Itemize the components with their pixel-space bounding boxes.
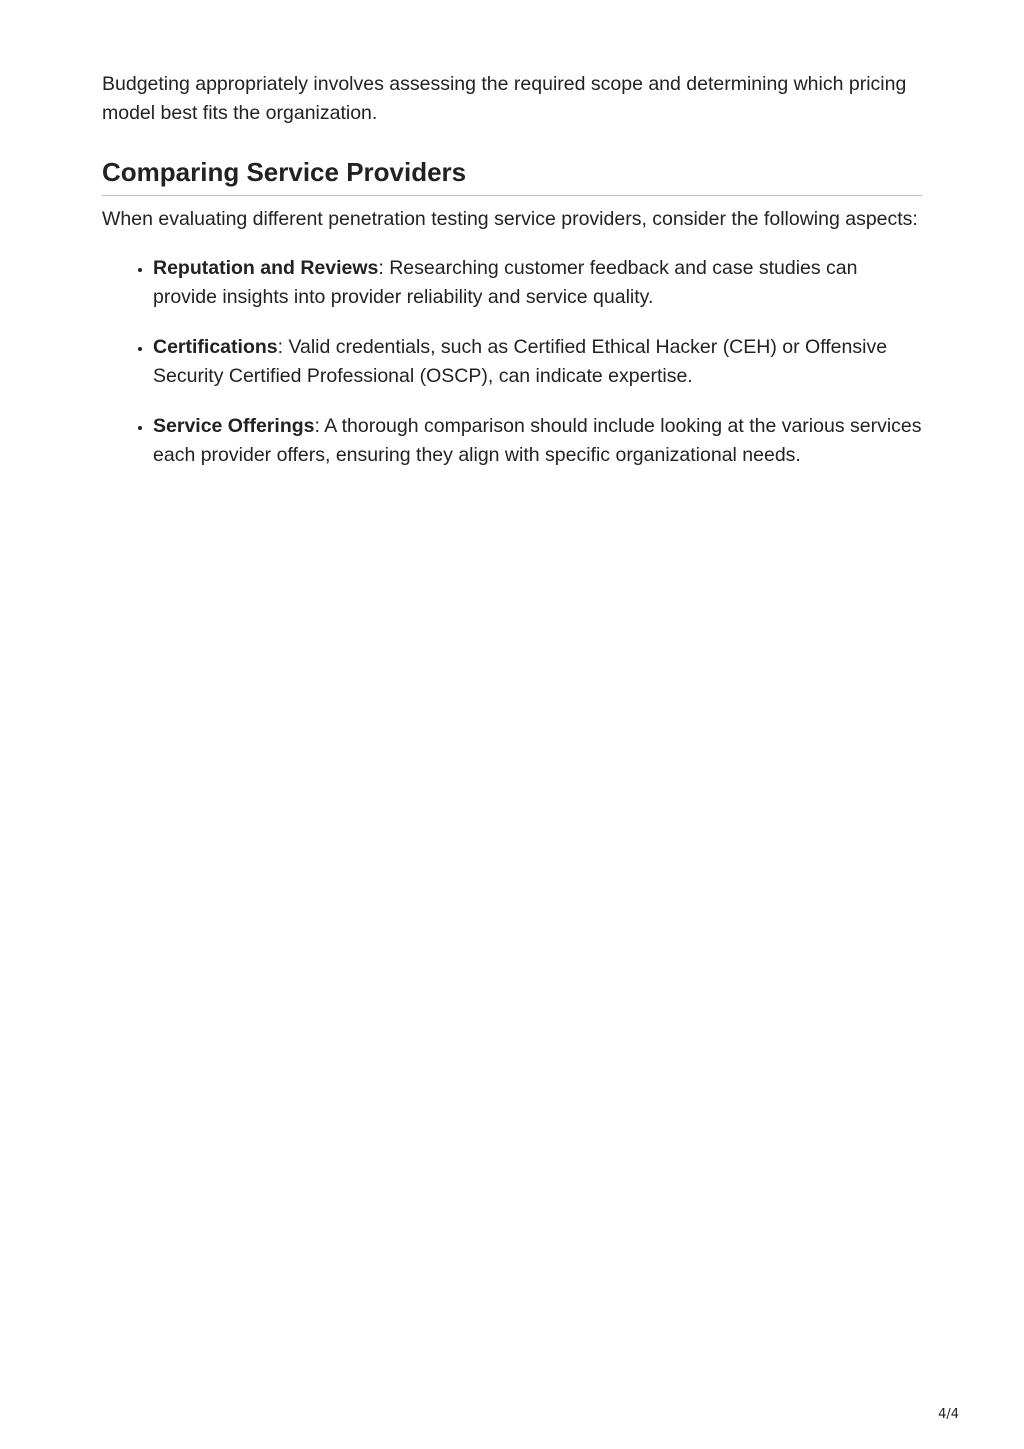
aspects-list bbox=[102, 254, 922, 470]
list-item-term: Reputation and Reviews bbox=[153, 257, 379, 279]
list-item-term: Certifications bbox=[153, 336, 278, 358]
page-number: 4/4 bbox=[938, 1407, 959, 1422]
list-item-text: : A thorough comparison should include looking at the various services each provider offers, ensuring they align with specific organizational needs. bbox=[153, 415, 922, 466]
document-page bbox=[102, 70, 922, 491]
list-item bbox=[153, 254, 922, 312]
list-item-term: Service Offerings bbox=[153, 415, 315, 437]
budget-paragraph: Budgeting appropriately involves assessing the required scope and determining which pricing model best fits the organization. bbox=[102, 73, 907, 124]
intro-paragraph: When evaluating different penetration testing service providers, consider the following aspects: bbox=[102, 208, 918, 230]
list-item bbox=[153, 412, 922, 470]
section-heading: Comparing Service Providers bbox=[102, 156, 922, 196]
list-item-text: : Valid credentials, such as Certified Ethical Hacker (CEH) or Offensive Security Certified Professional (OSCP), can indicate expertise. bbox=[153, 336, 888, 387]
list-item bbox=[153, 333, 922, 391]
list-item-text: : Researching customer feedback and case studies can provide insights into provider reliability and service quality. bbox=[153, 257, 858, 308]
